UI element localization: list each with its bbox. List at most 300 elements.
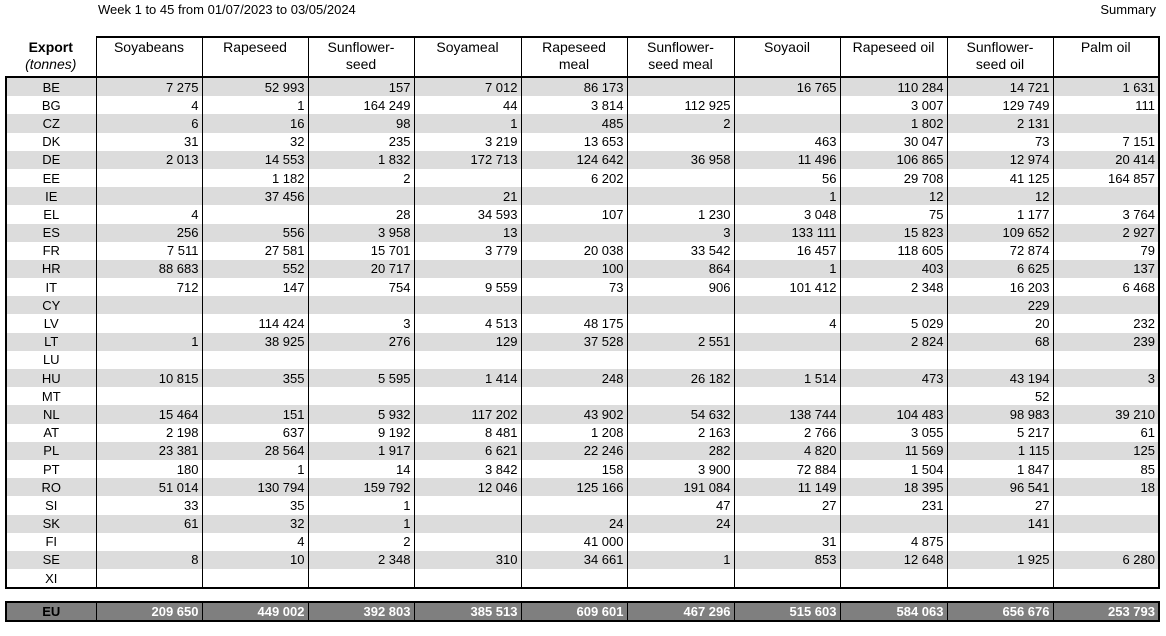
value-cell: 1 115 [947,442,1053,460]
value-cell: 3 007 [840,96,947,114]
value-cell: 34 661 [521,551,627,569]
value-cell: 29 708 [840,169,947,187]
value-cell: 16 [202,114,308,132]
value-cell [521,387,627,405]
value-cell: 864 [627,260,734,278]
value-cell [1053,187,1159,205]
value-cell: 656 676 [947,602,1053,621]
value-cell [308,569,414,588]
country-code: LU [6,351,96,369]
summary-label: Summary [1100,2,1156,17]
value-cell: 1 177 [947,205,1053,223]
value-cell: 41 125 [947,169,1053,187]
country-code: XI [6,569,96,588]
country-code: BG [6,96,96,114]
value-cell: 96 541 [947,478,1053,496]
country-code: SK [6,515,96,533]
value-cell [521,224,627,242]
value-cell: 2 551 [627,333,734,351]
value-cell: 147 [202,278,308,296]
value-cell: 20 038 [521,242,627,260]
value-cell: 4 820 [734,442,840,460]
value-cell [840,569,947,588]
value-cell: 151 [202,405,308,423]
table-row [6,460,1159,478]
value-cell [627,77,734,96]
table-row [6,442,1159,460]
corner-title: Export [28,39,73,55]
value-cell: 3 [308,314,414,332]
value-cell: 28 564 [202,442,308,460]
value-cell: 1 [414,114,521,132]
value-cell: 310 [414,551,521,569]
value-cell: 72 874 [947,242,1053,260]
value-cell: 552 [202,260,308,278]
value-cell: 515 603 [734,602,840,621]
value-cell: 138 744 [734,405,840,423]
column-header: Rapeseed [202,37,308,77]
value-cell: 2 198 [96,424,202,442]
corner-header [6,37,96,77]
value-cell: 1 208 [521,424,627,442]
table-row [6,169,1159,187]
value-cell [627,169,734,187]
value-cell: 88 683 [96,260,202,278]
table-row [6,278,1159,296]
value-cell: 35 [202,496,308,514]
value-cell: 27 [947,496,1053,514]
value-cell: 392 803 [308,602,414,621]
value-cell: 118 605 [840,242,947,260]
value-cell: 4 [734,314,840,332]
value-cell: 4 [202,533,308,551]
value-cell: 73 [947,133,1053,151]
value-cell [521,296,627,314]
value-cell [308,187,414,205]
value-cell: 584 063 [840,602,947,621]
value-cell: 1 802 [840,114,947,132]
value-cell: 3 764 [1053,205,1159,223]
value-cell [414,533,521,551]
value-cell [627,387,734,405]
value-cell: 7 151 [1053,133,1159,151]
value-cell: 1 [202,460,308,478]
value-cell: 239 [1053,333,1159,351]
value-cell [627,133,734,151]
value-cell [202,351,308,369]
value-cell: 86 173 [521,77,627,96]
value-cell: 637 [202,424,308,442]
country-code: EL [6,205,96,223]
country-code: NL [6,405,96,423]
value-cell [627,533,734,551]
value-cell: 235 [308,133,414,151]
value-cell [521,351,627,369]
country-code: DK [6,133,96,151]
value-cell: 712 [96,278,202,296]
table-row [6,151,1159,169]
table-row [6,387,1159,405]
value-cell [734,569,840,588]
value-cell: 12 [947,187,1053,205]
value-cell: 61 [1053,424,1159,442]
spacer-cell [6,588,1159,602]
column-header: Soyabeans [96,37,202,77]
value-cell [308,296,414,314]
value-cell: 15 823 [840,224,947,242]
value-cell: 100 [521,260,627,278]
value-cell: 27 581 [202,242,308,260]
value-cell: 906 [627,278,734,296]
value-cell [414,351,521,369]
value-cell: 1 514 [734,369,840,387]
value-cell: 26 182 [627,369,734,387]
value-cell: 282 [627,442,734,460]
value-cell: 2 [308,533,414,551]
value-cell: 5 932 [308,405,414,423]
value-cell: 43 902 [521,405,627,423]
value-cell: 107 [521,205,627,223]
value-cell [947,351,1053,369]
value-cell [840,296,947,314]
country-code: EE [6,169,96,187]
value-cell: 98 983 [947,405,1053,423]
value-cell: 4 [96,96,202,114]
value-cell [734,515,840,533]
value-cell: 231 [840,496,947,514]
value-cell [734,114,840,132]
value-cell: 4 [96,205,202,223]
value-cell: 129 749 [947,96,1053,114]
value-cell [414,569,521,588]
table-row [6,187,1159,205]
value-cell: 1 504 [840,460,947,478]
value-cell: 6 621 [414,442,521,460]
value-cell: 159 792 [308,478,414,496]
value-cell: 3 842 [414,460,521,478]
column-header: Sunflower- seed meal [627,37,734,77]
value-cell: 229 [947,296,1053,314]
value-cell: 15 464 [96,405,202,423]
table-row [6,533,1159,551]
value-cell: 2 013 [96,151,202,169]
value-cell: 16 765 [734,77,840,96]
value-cell: 2 348 [308,551,414,569]
value-cell: 4 875 [840,533,947,551]
value-cell [414,169,521,187]
table-row [6,478,1159,496]
country-code: AT [6,424,96,442]
country-code: EU [6,602,96,621]
value-cell: 2 131 [947,114,1053,132]
value-cell: 18 395 [840,478,947,496]
value-cell: 68 [947,333,1053,351]
table-row [6,224,1159,242]
value-cell [734,96,840,114]
value-cell: 36 958 [627,151,734,169]
table-row [6,551,1159,569]
value-cell: 12 648 [840,551,947,569]
table-row [6,369,1159,387]
value-cell: 34 593 [414,205,521,223]
value-cell: 22 246 [521,442,627,460]
value-cell: 2 348 [840,278,947,296]
value-cell: 191 084 [627,478,734,496]
table-row [6,77,1159,96]
table-row [6,424,1159,442]
value-cell: 98 [308,114,414,132]
value-cell: 256 [96,224,202,242]
corner-unit: (tonnes) [25,56,77,72]
value-cell: 61 [96,515,202,533]
value-cell: 106 865 [840,151,947,169]
table-row [6,133,1159,151]
value-cell: 32 [202,515,308,533]
table-row [6,405,1159,423]
column-header: Palm oil [1053,37,1159,77]
value-cell [734,296,840,314]
value-cell: 37 528 [521,333,627,351]
value-cell [202,296,308,314]
table-row [6,114,1159,132]
value-cell [521,569,627,588]
value-cell: 11 496 [734,151,840,169]
value-cell: 355 [202,369,308,387]
value-cell: 1 832 [308,151,414,169]
value-cell: 609 601 [521,602,627,621]
value-cell: 38 925 [202,333,308,351]
value-cell [627,187,734,205]
country-code: SE [6,551,96,569]
value-cell [96,569,202,588]
value-cell: 7 012 [414,77,521,96]
value-cell [1053,387,1159,405]
value-cell: 75 [840,205,947,223]
report-period: Week 1 to 45 from 01/07/2023 to 03/05/2024 [98,2,356,17]
value-cell: 209 650 [96,602,202,621]
value-cell: 51 014 [96,478,202,496]
value-cell: 18 [1053,478,1159,496]
value-cell: 52 [947,387,1053,405]
value-cell: 9 192 [308,424,414,442]
value-cell: 1 [627,551,734,569]
value-cell: 52 993 [202,77,308,96]
value-cell: 2 927 [1053,224,1159,242]
value-cell [202,205,308,223]
value-cell [521,496,627,514]
value-cell: 1 [96,333,202,351]
value-cell: 73 [521,278,627,296]
value-cell: 164 249 [308,96,414,114]
value-cell: 33 [96,496,202,514]
value-cell: 11 569 [840,442,947,460]
value-cell: 2 163 [627,424,734,442]
column-header: Soyaoil [734,37,840,77]
country-code: IE [6,187,96,205]
value-cell: 33 542 [627,242,734,260]
value-cell: 473 [840,369,947,387]
value-cell: 31 [96,133,202,151]
value-cell [414,496,521,514]
country-code: PT [6,460,96,478]
value-cell: 112 925 [627,96,734,114]
value-cell: 232 [1053,314,1159,332]
value-cell: 23 381 [96,442,202,460]
value-cell: 2 824 [840,333,947,351]
value-cell: 11 149 [734,478,840,496]
column-header: Sunflower- seed [308,37,414,77]
value-cell: 1 [308,515,414,533]
value-cell: 2 [308,169,414,187]
country-code: ES [6,224,96,242]
value-cell [414,296,521,314]
value-cell: 110 284 [840,77,947,96]
value-cell: 463 [734,133,840,151]
value-cell: 28 [308,205,414,223]
value-cell: 7 275 [96,77,202,96]
value-cell: 385 513 [414,602,521,621]
value-cell: 6 280 [1053,551,1159,569]
value-cell [734,333,840,351]
value-cell: 21 [414,187,521,205]
table-row [6,296,1159,314]
value-cell: 31 [734,533,840,551]
value-cell: 3 779 [414,242,521,260]
value-cell [947,569,1053,588]
table-row [6,515,1159,533]
value-cell: 54 632 [627,405,734,423]
value-cell: 124 642 [521,151,627,169]
column-header: Sunflower- seed oil [947,37,1053,77]
value-cell: 56 [734,169,840,187]
value-cell: 157 [308,77,414,96]
value-cell [521,187,627,205]
value-cell: 20 414 [1053,151,1159,169]
value-cell: 109 652 [947,224,1053,242]
country-code: FI [6,533,96,551]
value-cell: 130 794 [202,478,308,496]
value-cell: 72 884 [734,460,840,478]
value-cell: 14 721 [947,77,1053,96]
value-cell: 3 219 [414,133,521,151]
value-cell: 2 [627,114,734,132]
value-cell: 164 857 [1053,169,1159,187]
value-cell [414,387,521,405]
table-row [6,242,1159,260]
value-cell: 41 000 [521,533,627,551]
value-cell: 12 974 [947,151,1053,169]
value-cell: 129 [414,333,521,351]
country-code: CY [6,296,96,314]
value-cell: 13 653 [521,133,627,151]
value-cell: 104 483 [840,405,947,423]
value-cell: 8 [96,551,202,569]
table-row [6,351,1159,369]
value-cell: 30 047 [840,133,947,151]
country-code: HU [6,369,96,387]
value-cell [1053,569,1159,588]
value-cell [202,387,308,405]
value-cell [1053,496,1159,514]
value-cell [414,260,521,278]
value-cell: 125 166 [521,478,627,496]
value-cell [1053,296,1159,314]
value-cell [734,351,840,369]
country-code: LT [6,333,96,351]
country-code: HR [6,260,96,278]
table-row [6,496,1159,514]
value-cell: 3 055 [840,424,947,442]
table-row [6,205,1159,223]
value-cell [96,351,202,369]
value-cell: 172 713 [414,151,521,169]
value-cell: 24 [627,515,734,533]
value-cell: 12 [840,187,947,205]
export-table [5,36,1160,622]
value-cell: 133 111 [734,224,840,242]
value-cell: 48 175 [521,314,627,332]
value-cell: 1 182 [202,169,308,187]
value-cell: 158 [521,460,627,478]
country-code: CZ [6,114,96,132]
value-cell: 1 925 [947,551,1053,569]
value-cell [734,387,840,405]
value-cell: 111 [1053,96,1159,114]
value-cell: 3 958 [308,224,414,242]
value-cell: 5 029 [840,314,947,332]
country-code: RO [6,478,96,496]
value-cell: 3 [1053,369,1159,387]
column-header: Soyameal [414,37,521,77]
value-cell: 6 625 [947,260,1053,278]
value-cell: 10 815 [96,369,202,387]
value-cell: 4 513 [414,314,521,332]
value-cell [1053,114,1159,132]
value-cell: 248 [521,369,627,387]
value-cell [947,533,1053,551]
value-cell: 485 [521,114,627,132]
value-cell: 6 468 [1053,278,1159,296]
value-cell [96,169,202,187]
value-cell: 253 793 [1053,602,1159,621]
value-cell: 3 [627,224,734,242]
value-cell: 9 559 [414,278,521,296]
value-cell: 1 631 [1053,77,1159,96]
value-cell: 79 [1053,242,1159,260]
value-cell [308,351,414,369]
value-cell: 24 [521,515,627,533]
country-code: DE [6,151,96,169]
table-row [6,96,1159,114]
value-cell: 13 [414,224,521,242]
value-cell: 43 194 [947,369,1053,387]
value-cell [840,387,947,405]
value-cell: 101 412 [734,278,840,296]
value-cell: 47 [627,496,734,514]
spacer-row [6,588,1159,602]
value-cell [627,351,734,369]
value-cell [627,314,734,332]
table-body [6,77,1159,621]
value-cell: 3 900 [627,460,734,478]
value-cell: 467 296 [627,602,734,621]
value-cell: 15 701 [308,242,414,260]
value-cell: 2 766 [734,424,840,442]
table-row [6,333,1159,351]
value-cell: 556 [202,224,308,242]
value-cell: 14 [308,460,414,478]
value-cell [202,569,308,588]
